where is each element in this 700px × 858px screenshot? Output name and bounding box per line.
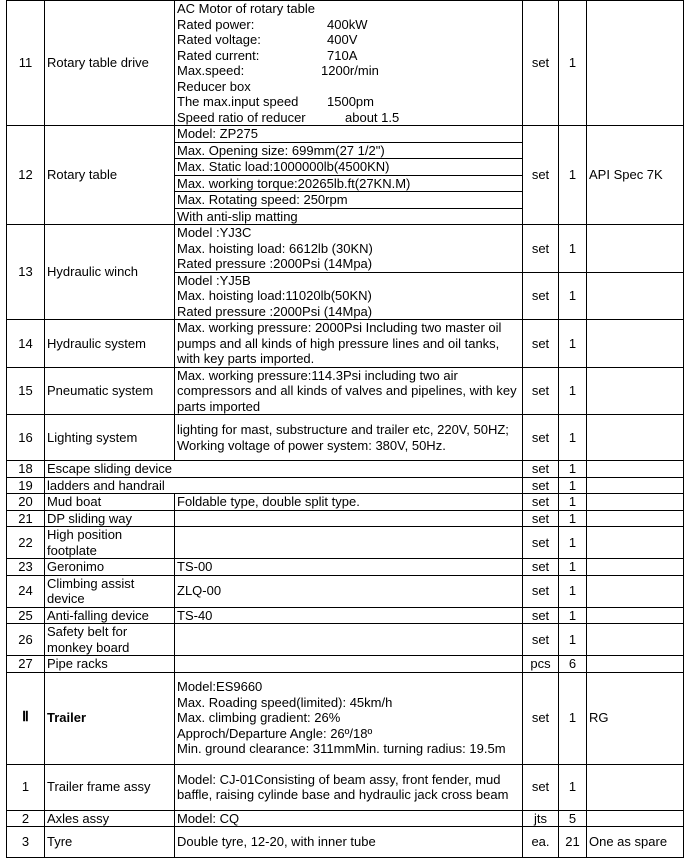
item-remark: RG — [587, 672, 684, 764]
item-spec — [175, 672, 523, 764]
item-number: 13 — [7, 225, 45, 320]
item-name: High position footplate — [45, 527, 175, 559]
item-remark — [587, 559, 684, 576]
spec-line: AC Motor of rotary table — [177, 1, 315, 16]
item-unit: set — [523, 559, 559, 576]
spec-line: Rated pressure :2000Psi (14Mpa) — [177, 303, 373, 319]
item-unit: set — [523, 126, 559, 225]
item-remark — [587, 575, 684, 607]
item-name: Safety belt for monkey board — [45, 624, 175, 656]
item-number: 1 — [7, 764, 45, 810]
spec-line: Rated voltage: 400V — [177, 32, 358, 47]
item-name: Escape sliding device — [45, 461, 523, 478]
table-row-t2 — [7, 810, 684, 827]
table-row-25 — [7, 607, 684, 624]
item-remark: One as spare — [587, 827, 684, 858]
item-qty: 1 — [559, 559, 587, 576]
item-name: Hydraulic winch — [45, 225, 175, 320]
item-qty: 1 — [559, 272, 587, 320]
item-remark — [587, 225, 684, 273]
item-number: 19 — [7, 477, 45, 494]
spec-line: Max.speed: 1200r/min — [177, 63, 379, 78]
item-name: Geronimo — [45, 559, 175, 576]
spec-line: Min. ground clearance: 311mmMin. turning radius: 19.5m — [177, 741, 506, 757]
item-name: Anti-falling device — [45, 607, 175, 624]
item-spec — [175, 225, 523, 273]
section-number: Ⅱ — [7, 672, 45, 764]
item-number: 12 — [7, 126, 45, 225]
item-number: 16 — [7, 415, 45, 461]
item-number: 21 — [7, 510, 45, 527]
item-unit: set — [523, 1, 559, 126]
item-qty: 1 — [559, 367, 587, 415]
spec-line: Max. working torque:20265lb.ft(27KN.M) — [175, 176, 522, 193]
item-spec: Foldable type, double split type. — [175, 494, 523, 511]
item-spec — [175, 415, 523, 461]
item-unit: set — [523, 320, 559, 368]
table-row-14 — [7, 320, 684, 368]
table-row-16 — [7, 415, 684, 461]
item-spec: Double tyre, 12-20, with inner tube — [175, 827, 523, 858]
item-remark — [587, 656, 684, 673]
item-spec — [175, 510, 523, 527]
spec-line: Reducer box — [177, 78, 251, 94]
table-row-27 — [7, 656, 684, 673]
spec-text: Max. working pressure: 2000Psi Including two master oil pumps and all kinds of high pressure lines and oil tanks, with key parts imported. — [177, 320, 502, 366]
item-unit: set — [523, 461, 559, 478]
item-remark — [587, 527, 684, 559]
item-name: Rotary table — [45, 126, 175, 225]
item-remark — [587, 272, 684, 320]
item-unit: pcs — [523, 656, 559, 673]
item-number: 11 — [7, 1, 45, 126]
item-name: Pneumatic system — [45, 367, 175, 415]
item-unit: set — [523, 607, 559, 624]
table-row-24 — [7, 575, 684, 607]
item-remark — [587, 1, 684, 126]
item-number: 26 — [7, 624, 45, 656]
item-remark — [587, 607, 684, 624]
item-name: Lighting system — [45, 415, 175, 461]
item-unit: set — [523, 225, 559, 273]
table-row-13a — [7, 225, 684, 273]
item-remark — [587, 477, 684, 494]
table-row-18 — [7, 461, 684, 478]
item-number: 22 — [7, 527, 45, 559]
item-remark — [587, 624, 684, 656]
section-name: Trailer — [45, 672, 175, 764]
table-row-26 — [7, 624, 684, 656]
spec-line: Rated current: 710A — [177, 47, 358, 63]
item-remark — [587, 320, 684, 368]
item-remark — [587, 810, 684, 827]
item-qty: 1 — [559, 461, 587, 478]
spec-text: Max. working pressure:114.3Psi including two air compressors and all kinds of valves and pipelines, with key parts imported — [177, 367, 517, 414]
spec-text: lighting for mast, substructure and trailer etc, 220V, 50HZ; Working voltage of power system: 380V, 50Hz. — [177, 422, 509, 453]
spec-line: Rated pressure :2000Psi (14Mpa) — [177, 256, 373, 271]
table-row-t1 — [7, 764, 684, 810]
item-unit: jts — [523, 810, 559, 827]
item-spec: TS-00 — [175, 559, 523, 576]
item-remark — [587, 510, 684, 527]
item-remark — [587, 367, 684, 415]
item-unit: set — [523, 367, 559, 415]
item-number: 23 — [7, 559, 45, 576]
item-qty: 1 — [559, 764, 587, 810]
item-number: 25 — [7, 607, 45, 624]
item-number: 3 — [7, 827, 45, 858]
spec-line: Max. Opening size: 699mm(27 1/2") — [175, 143, 522, 160]
item-spec — [175, 367, 523, 415]
spec-line: With anti-slip matting — [177, 208, 298, 224]
item-qty: 1 — [559, 415, 587, 461]
spec-line: Rated power: 400kW — [177, 16, 368, 32]
spec-text: Model: CJ-01Consisting of beam assy, front fender, mud baffle, raising cylinde base and hydraulic jack cross beam — [177, 771, 509, 802]
item-number: 18 — [7, 461, 45, 478]
item-name: Tyre — [45, 827, 175, 858]
table-row-23 — [7, 559, 684, 576]
item-spec — [175, 1, 523, 126]
item-spec — [175, 320, 523, 368]
spec-line: Model :YJ5B — [177, 272, 251, 288]
item-unit: set — [523, 672, 559, 764]
spec-line: Approch/Departure Angle: 26º/18º — [177, 725, 373, 741]
item-unit: set — [523, 510, 559, 527]
item-spec: TS-40 — [175, 607, 523, 624]
table-row-20 — [7, 494, 684, 511]
item-name: Pipe racks — [45, 656, 175, 673]
item-qty: 1 — [559, 527, 587, 559]
item-number: 2 — [7, 810, 45, 827]
item-unit: set — [523, 624, 559, 656]
item-remark: API Spec 7K — [587, 126, 684, 225]
item-name: Climbing assist device — [45, 575, 175, 607]
table-row-11 — [7, 1, 684, 126]
item-remark — [587, 764, 684, 810]
item-spec — [175, 272, 523, 320]
item-qty: 21 — [559, 827, 587, 858]
table-row-15 — [7, 367, 684, 415]
item-qty: 1 — [559, 225, 587, 273]
item-unit: set — [523, 527, 559, 559]
item-qty: 1 — [559, 494, 587, 511]
item-name: DP sliding way — [45, 510, 175, 527]
item-name: Hydraulic system — [45, 320, 175, 368]
spec-line: Max. climbing gradient: 26% — [177, 710, 341, 726]
item-remark — [587, 461, 684, 478]
item-number: 14 — [7, 320, 45, 368]
item-spec — [175, 656, 523, 673]
item-unit: set — [523, 272, 559, 320]
item-number: 15 — [7, 367, 45, 415]
item-unit: ea. — [523, 827, 559, 858]
item-spec: ZLQ-00 — [175, 575, 523, 607]
item-qty: 1 — [559, 320, 587, 368]
item-name: ladders and handrail — [45, 477, 523, 494]
item-unit: set — [523, 575, 559, 607]
item-unit: set — [523, 494, 559, 511]
item-remark — [587, 494, 684, 511]
item-qty: 1 — [559, 126, 587, 225]
spec-line: The max.input speed 1500pm — [177, 94, 374, 109]
spec-line: Max. Rotating speed: 250rpm — [175, 192, 522, 209]
spec-line: Max. hoisting load:11020lb(50KN) — [177, 288, 372, 303]
item-qty: 6 — [559, 656, 587, 673]
item-qty: 1 — [559, 672, 587, 764]
spec-line: Max. Roading speed(limited): 45km/h — [177, 694, 393, 710]
spec-line: Max. Static load:1000000lb(4500KN) — [175, 159, 522, 176]
table-row-12 — [7, 126, 684, 225]
item-qty: 1 — [559, 510, 587, 527]
item-spec — [175, 126, 523, 225]
item-qty: 1 — [559, 575, 587, 607]
item-spec — [175, 527, 523, 559]
item-name: Axles assy — [45, 810, 175, 827]
item-number: 20 — [7, 494, 45, 511]
spec-line: Model: ZP275 — [175, 126, 522, 143]
item-qty: 5 — [559, 810, 587, 827]
table-row-t3 — [7, 827, 684, 858]
item-spec: Model: CQ — [175, 810, 523, 827]
item-qty: 1 — [559, 607, 587, 624]
equipment-spec-table — [6, 0, 684, 858]
item-unit: set — [523, 415, 559, 461]
spec-line: Max. hoisting load: 6612lb (30KN) — [177, 240, 373, 256]
table-row-19 — [7, 477, 684, 494]
item-unit: set — [523, 477, 559, 494]
item-number: 27 — [7, 656, 45, 673]
table-row-21 — [7, 510, 684, 527]
spec-line: Speed ratio of reducer about 1.5 — [177, 109, 400, 125]
item-name: Mud boat — [45, 494, 175, 511]
spec-line: Model :YJ3C — [177, 225, 252, 240]
item-spec — [175, 624, 523, 656]
item-unit: set — [523, 764, 559, 810]
item-name: Trailer frame assy — [45, 764, 175, 810]
spec-line: Model:ES9660 — [177, 679, 263, 695]
item-spec — [175, 764, 523, 810]
item-qty: 1 — [559, 624, 587, 656]
table-row-22 — [7, 527, 684, 559]
table-row-trailer — [7, 672, 684, 764]
item-remark — [587, 415, 684, 461]
item-number: 24 — [7, 575, 45, 607]
item-name: Rotary table drive — [45, 1, 175, 126]
item-qty: 1 — [559, 477, 587, 494]
item-qty: 1 — [559, 1, 587, 126]
